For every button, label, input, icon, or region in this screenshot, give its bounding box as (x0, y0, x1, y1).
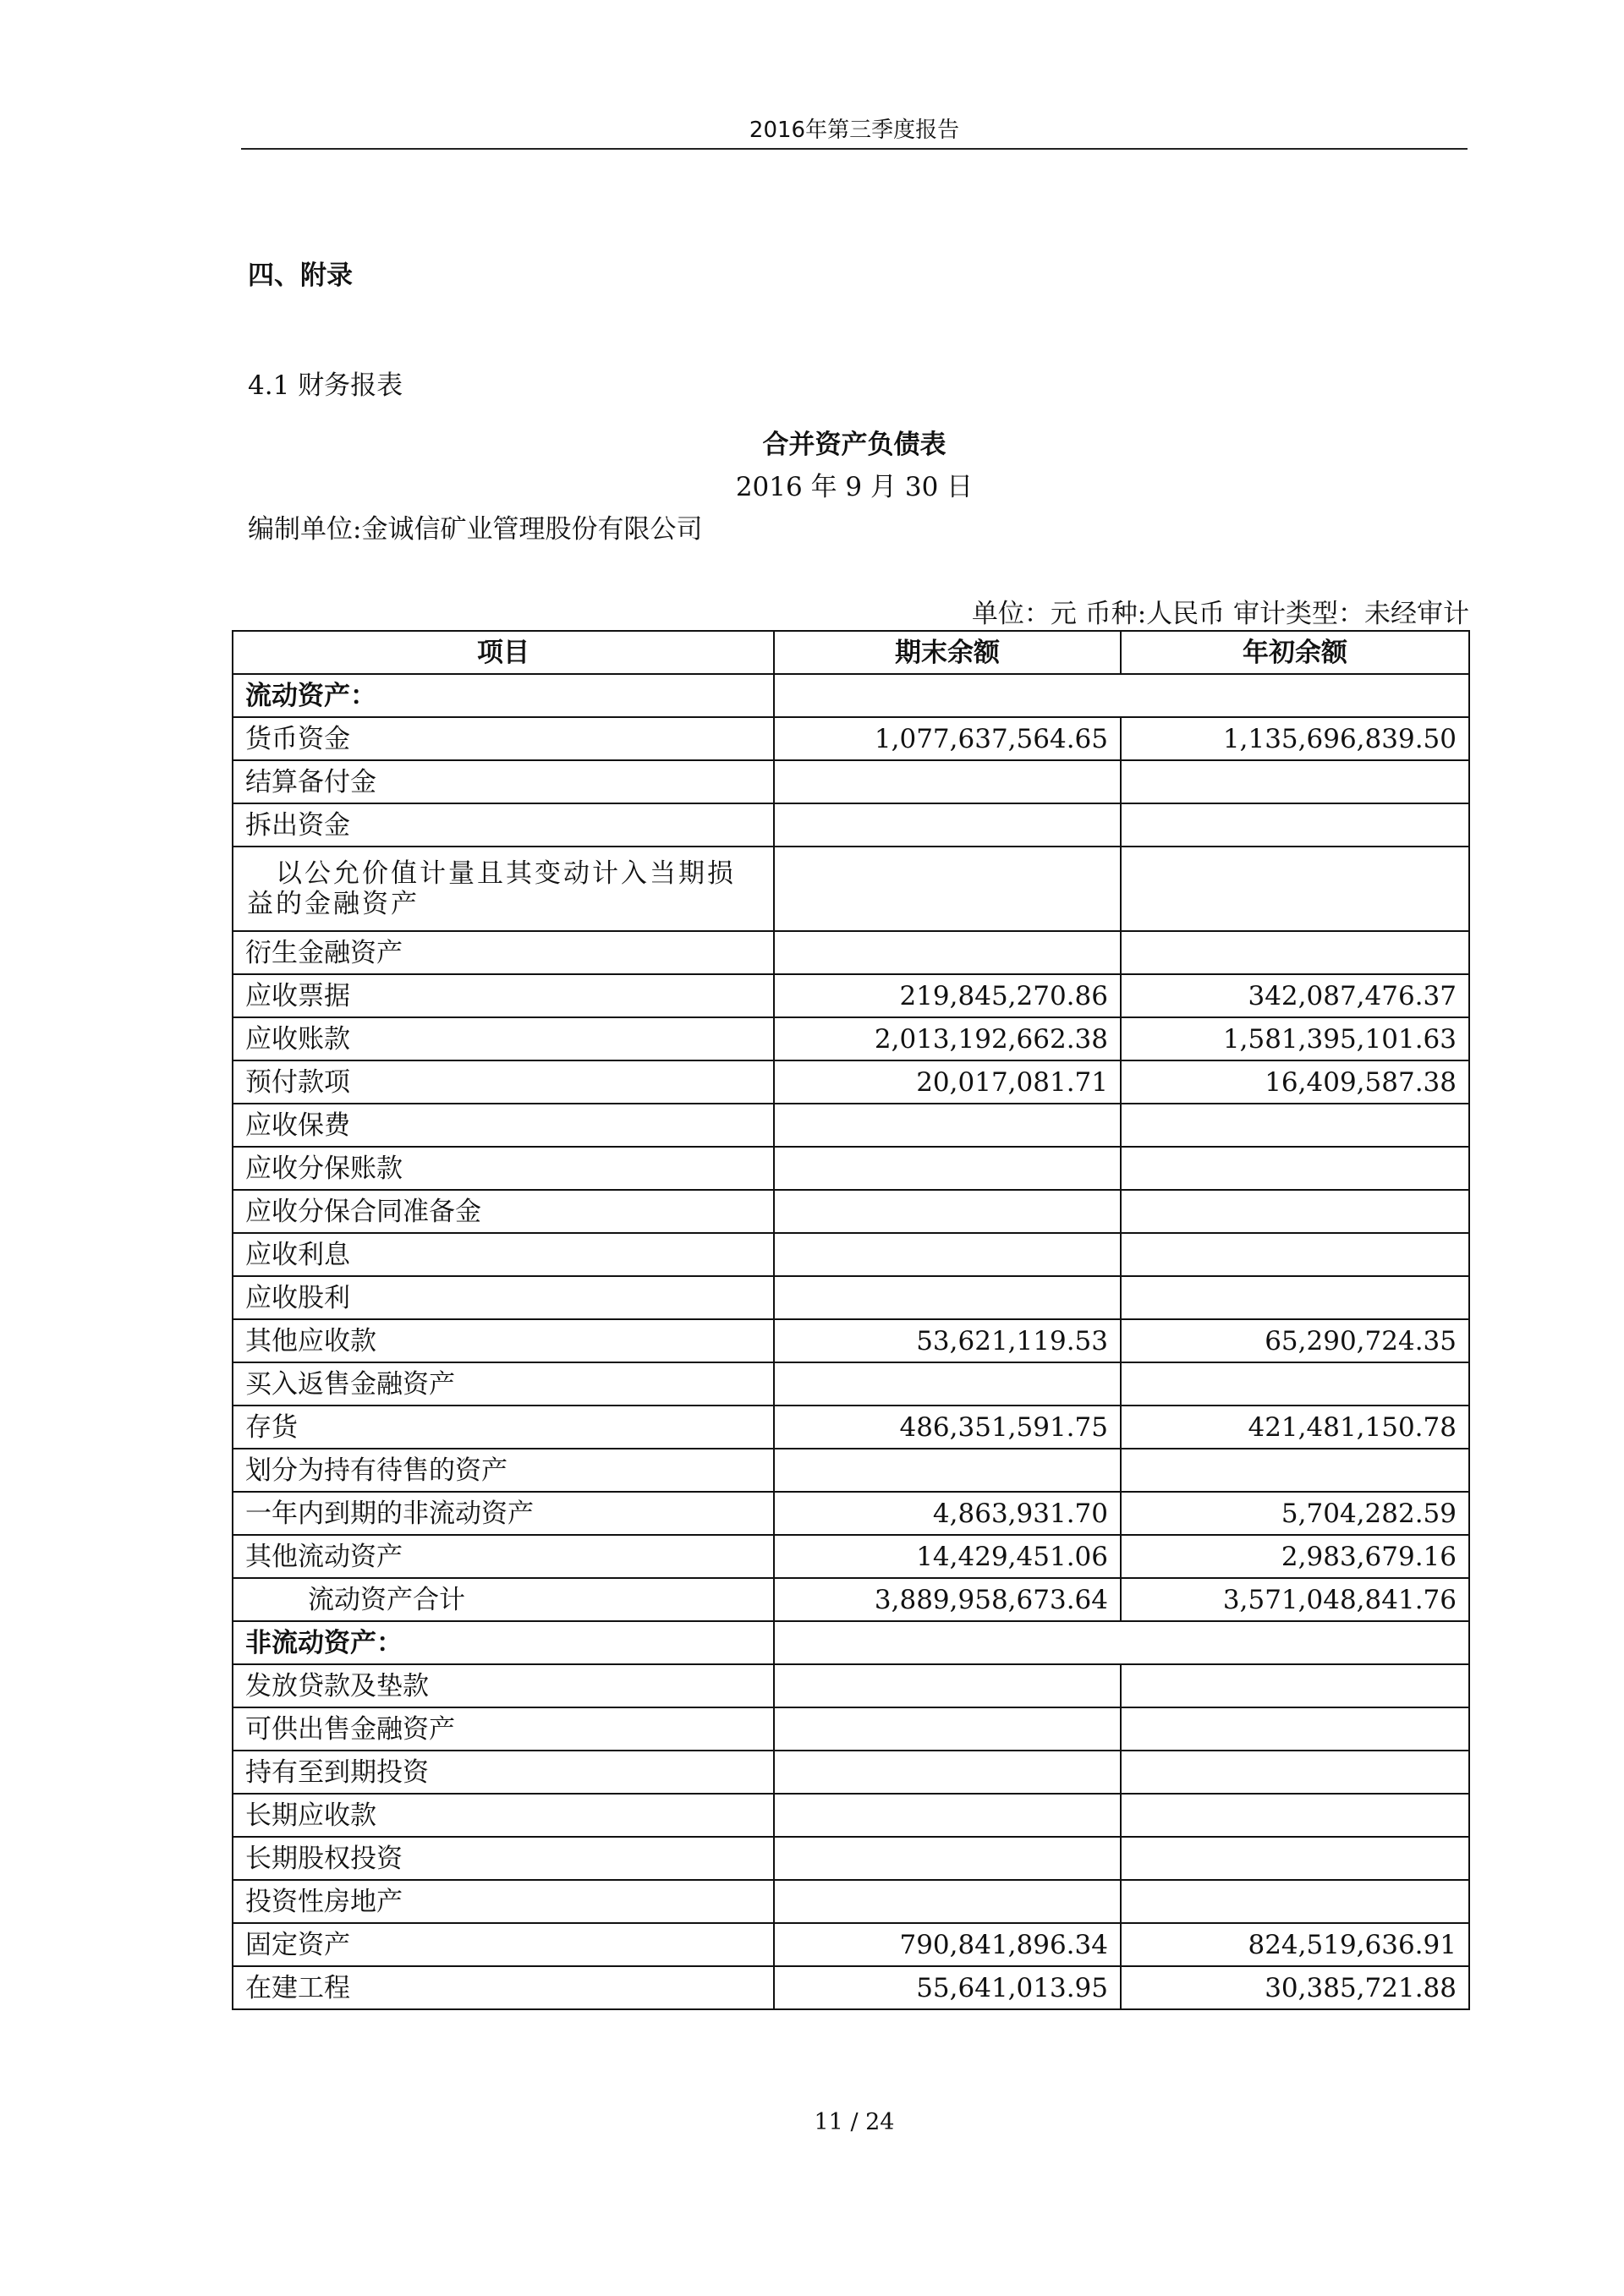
row-end-balance: 20,017,081.71 (774, 1060, 1121, 1104)
row-begin-balance (1121, 847, 1469, 931)
row-begin-balance: 824,519,636.91 (1121, 1923, 1469, 1966)
table-row (233, 717, 1469, 760)
table-row (233, 1837, 1469, 1880)
column-header-year-begin: 年初余额 (1121, 631, 1469, 674)
row-begin-balance: 342,087,476.37 (1121, 974, 1469, 1017)
row-begin-balance: 16,409,587.38 (1121, 1060, 1469, 1104)
row-label: 买入返售金融资产 (233, 1362, 774, 1406)
row-begin-balance: 3,571,048,841.76 (1121, 1578, 1469, 1621)
row-label: 拆出资金 (233, 803, 774, 847)
row-end-balance (774, 1104, 1121, 1147)
row-begin-balance: 65,290,724.35 (1121, 1319, 1469, 1362)
unit-currency-audit-line: 单位：元 币种:人民币 审计类型：未经审计 (971, 599, 1469, 629)
table-row (233, 1449, 1469, 1492)
row-begin-balance (1121, 1751, 1469, 1794)
row-begin-balance: 1,135,696,839.50 (1121, 717, 1469, 760)
row-end-balance: 3,889,958,673.64 (774, 1578, 1121, 1621)
row-end-balance (774, 803, 1121, 847)
table-row (233, 1794, 1469, 1837)
row-label: 长期股权投资 (233, 1837, 774, 1880)
row-label: 应收分保合同准备金 (233, 1190, 774, 1233)
row-end-balance: 55,641,013.95 (774, 1966, 1121, 2009)
table-row (233, 1621, 1469, 1664)
section-title: 四、附录 (248, 260, 353, 291)
table-row (233, 974, 1469, 1017)
row-end-balance (774, 1794, 1121, 1837)
table-row (233, 1751, 1469, 1794)
table-row (233, 1233, 1469, 1276)
table-row (233, 1880, 1469, 1923)
table-row (233, 1319, 1469, 1362)
row-label: 货币资金 (233, 717, 774, 760)
row-begin-balance (1121, 1147, 1469, 1190)
row-begin-balance (1121, 760, 1469, 803)
row-end-balance: 2,013,192,662.38 (774, 1017, 1121, 1060)
report-header-title: 2016年第三季度报告 (749, 118, 960, 143)
row-label: 投资性房地产 (233, 1880, 774, 1923)
table-row (233, 1923, 1469, 1966)
row-label: 应收账款 (233, 1017, 774, 1060)
statement-title: 合并资产负债表 (762, 430, 946, 460)
row-end-balance (774, 1707, 1121, 1751)
row-label: 应收票据 (233, 974, 774, 1017)
row-begin-balance (1121, 1104, 1469, 1147)
row-label: 可供出售金融资产 (233, 1707, 774, 1751)
table-row (233, 674, 1469, 717)
row-begin-balance (1121, 1362, 1469, 1406)
row-label: 流动资产： (233, 674, 774, 717)
row-begin-balance (1121, 1880, 1469, 1923)
row-begin-balance (1121, 1190, 1469, 1233)
table-row (233, 1362, 1469, 1406)
row-begin-balance: 421,481,150.78 (1121, 1406, 1469, 1449)
row-begin-balance (1121, 1276, 1469, 1319)
row-end-balance (774, 1276, 1121, 1319)
statement-date: 2016 年 9 月 30 日 (735, 472, 974, 502)
row-end-balance (774, 1751, 1121, 1794)
table-row (233, 1190, 1469, 1233)
row-label: 衍生金融资产 (233, 931, 774, 974)
row-end-balance (774, 1837, 1121, 1880)
row-label: 长期应收款 (233, 1794, 774, 1837)
row-begin-balance: 30,385,721.88 (1121, 1966, 1469, 2009)
row-end-balance (774, 760, 1121, 803)
table-row (233, 847, 1469, 931)
row-label: 预付款项 (233, 1060, 774, 1104)
row-label: 在建工程 (233, 1966, 774, 2009)
row-end-balance (774, 931, 1121, 974)
row-label: 发放贷款及垫款 (233, 1664, 774, 1707)
row-label: 存货 (233, 1406, 774, 1449)
row-label: 划分为持有待售的资产 (233, 1449, 774, 1492)
row-end-balance (774, 847, 1121, 931)
row-label: 应收股利 (233, 1276, 774, 1319)
row-end-balance (774, 1362, 1121, 1406)
table-row (233, 760, 1469, 803)
row-end-balance: 790,841,896.34 (774, 1923, 1121, 1966)
row-begin-balance (1121, 1664, 1469, 1707)
row-end-balance (774, 1233, 1121, 1276)
column-header-item: 项目 (233, 631, 774, 674)
row-begin-balance: 5,704,282.59 (1121, 1492, 1469, 1535)
row-begin-balance (1121, 1794, 1469, 1837)
table-row (233, 1017, 1469, 1060)
page-number: 11 / 24 (814, 2109, 895, 2135)
table-row (233, 1406, 1469, 1449)
row-end-balance (774, 1190, 1121, 1233)
table-row (233, 931, 1469, 974)
table-row-subtotal (233, 1578, 1469, 1621)
row-label: 流动资产合计 (233, 1578, 774, 1621)
row-end-balance: 1,077,637,564.65 (774, 717, 1121, 760)
row-label: 其他流动资产 (233, 1535, 774, 1578)
row-begin-balance (1121, 1449, 1469, 1492)
row-label: 持有至到期投资 (233, 1751, 774, 1794)
table-row (233, 1664, 1469, 1707)
row-begin-balance (1121, 1837, 1469, 1880)
row-begin-balance (1121, 931, 1469, 974)
subsection-title: 4.1 财务报表 (248, 370, 403, 401)
row-label: 应收分保账款 (233, 1147, 774, 1190)
balance-sheet-table (232, 630, 1470, 2010)
table-row (233, 1276, 1469, 1319)
row-end-balance: 4,863,931.70 (774, 1492, 1121, 1535)
table-row (233, 803, 1469, 847)
table-row (233, 1060, 1469, 1104)
row-end-balance (774, 1880, 1121, 1923)
row-end-balance: 14,429,451.06 (774, 1535, 1121, 1578)
row-label: 以公允价值计量且其变动计入当期损益的金融资产 (233, 847, 774, 931)
row-label: 非流动资产： (233, 1621, 774, 1664)
header-divider (241, 148, 1468, 150)
row-empty (774, 674, 1469, 717)
row-label: 应收利息 (233, 1233, 774, 1276)
row-begin-balance: 2,983,679.16 (1121, 1535, 1469, 1578)
row-begin-balance: 1,581,395,101.63 (1121, 1017, 1469, 1060)
column-header-period-end: 期末余额 (774, 631, 1121, 674)
row-begin-balance (1121, 803, 1469, 847)
row-label: 固定资产 (233, 1923, 774, 1966)
row-label: 一年内到期的非流动资产 (233, 1492, 774, 1535)
row-empty (774, 1621, 1469, 1664)
table-row (233, 1492, 1469, 1535)
table-row (233, 1104, 1469, 1147)
row-end-balance (774, 1147, 1121, 1190)
row-begin-balance (1121, 1707, 1469, 1751)
table-row (233, 1966, 1469, 2009)
row-end-balance (774, 1664, 1121, 1707)
row-label: 应收保费 (233, 1104, 774, 1147)
preparing-company: 编制单位:金诚信矿业管理股份有限公司 (248, 514, 703, 545)
row-label: 结算备付金 (233, 760, 774, 803)
row-end-balance (774, 1449, 1121, 1492)
row-label: 其他应收款 (233, 1319, 774, 1362)
table-header-row (233, 631, 1469, 674)
table-row (233, 1147, 1469, 1190)
row-end-balance: 219,845,270.86 (774, 974, 1121, 1017)
table-row (233, 1535, 1469, 1578)
row-end-balance: 486,351,591.75 (774, 1406, 1121, 1449)
row-begin-balance (1121, 1233, 1469, 1276)
row-end-balance: 53,621,119.53 (774, 1319, 1121, 1362)
table-row (233, 1707, 1469, 1751)
